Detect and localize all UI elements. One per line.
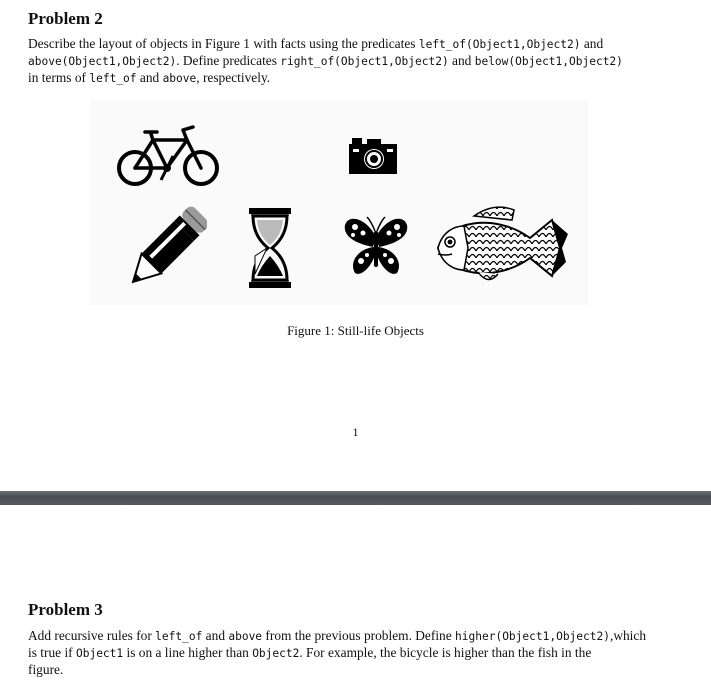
bicycle-icon bbox=[115, 124, 221, 188]
text-run: in terms of bbox=[28, 70, 90, 85]
code-higher: higher(Object1,Object2) bbox=[455, 630, 610, 643]
text-run: Add recursive rules for bbox=[28, 628, 156, 643]
page-number: 1 bbox=[352, 425, 359, 439]
problem-2-line-3 bbox=[28, 70, 658, 87]
figure-caption: Figure 1: Still-life Objects bbox=[287, 323, 424, 338]
problem-2-title: Problem 2 bbox=[28, 9, 103, 28]
page-2 bbox=[0, 505, 711, 687]
code-above: above(Object1,Object2) bbox=[28, 55, 177, 68]
code-left-of: left_of bbox=[89, 72, 137, 85]
problem-3-line-3 bbox=[28, 662, 658, 678]
figure-still-life bbox=[90, 100, 588, 305]
text-run: figure. bbox=[28, 662, 64, 677]
text-run: Describe the layout of objects in Figure 1 with facts using the predicates bbox=[28, 36, 419, 51]
problem-3-text bbox=[28, 628, 658, 678]
code-right-of: right_of(Object1,Object2) bbox=[280, 55, 449, 68]
text-run: and bbox=[580, 36, 604, 51]
page-divider bbox=[0, 491, 711, 505]
hourglass-icon bbox=[249, 208, 291, 288]
text-run: and bbox=[448, 53, 475, 68]
code-above: above bbox=[228, 630, 263, 643]
problem-2-line-2 bbox=[28, 53, 658, 70]
text-run: and bbox=[136, 70, 163, 85]
code-left-of: left_of bbox=[155, 630, 203, 643]
problem-3-line-2 bbox=[28, 645, 658, 662]
code-object1: Object1 bbox=[75, 647, 124, 660]
text-run: . Define predicates bbox=[176, 53, 281, 68]
text-run: and bbox=[202, 628, 229, 643]
text-run: from the previous problem. Define bbox=[262, 628, 456, 643]
code-below: below(Object1,Object2) bbox=[474, 55, 623, 68]
code-above: above bbox=[162, 72, 197, 85]
problem-3-line-1 bbox=[28, 628, 658, 645]
code-object2: Object2 bbox=[252, 647, 300, 660]
text-run: is true if bbox=[28, 645, 76, 660]
text-run: , respectively. bbox=[196, 70, 271, 85]
problem-2-line-1 bbox=[28, 36, 658, 53]
text-run: is on a line higher than bbox=[123, 645, 253, 660]
butterfly-icon bbox=[343, 215, 409, 277]
text-run: ,which bbox=[609, 628, 647, 643]
problem-3-title: Problem 3 bbox=[28, 600, 103, 619]
problem-2-text bbox=[28, 36, 658, 87]
pencil-icon bbox=[127, 204, 207, 292]
fish-icon bbox=[434, 202, 572, 294]
code-left-of: left_of(Object1,Object2) bbox=[418, 38, 581, 51]
camera-icon bbox=[349, 135, 399, 175]
text-run: . For example, the bicycle is higher than the fish in the bbox=[299, 645, 592, 660]
